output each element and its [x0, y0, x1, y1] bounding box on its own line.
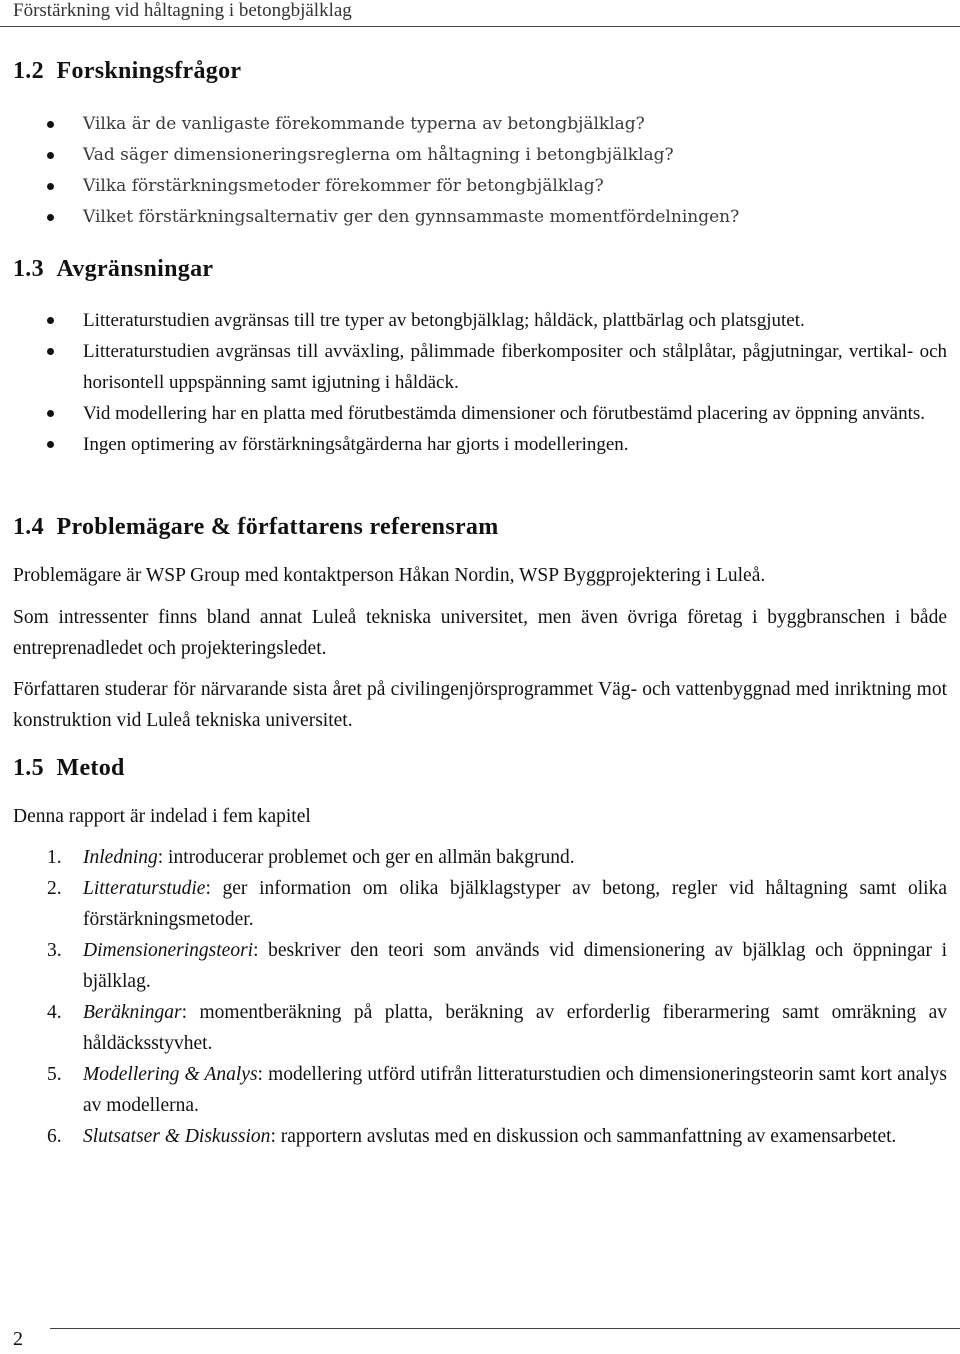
list-item: Vad säger dimensioneringsreglerna om håltagning i betongbjälklag? — [0, 140, 960, 171]
chapter-list — [0, 842, 960, 1152]
footer-rule — [50, 1328, 960, 1329]
bullet-icon — [47, 121, 54, 128]
heading-number: 1.4 — [13, 514, 44, 540]
bullet-icon — [47, 441, 54, 448]
delimitations-list — [0, 305, 960, 460]
bullet-icon — [47, 152, 54, 159]
list-item: Litteraturstudien avgränsas till avväxling, pålimmade fiberkompositer och stålplåtar, pågjutningar, vertikal- och horisontell uppspänning samt igjutning i håldäck. — [0, 336, 960, 398]
research-questions-list — [0, 109, 960, 233]
paragraph-problem-owner: Problemägare är WSP Group med kontaktperson Håkan Nordin, WSP Byggprojektering i Luleå. — [13, 565, 766, 586]
list-item: 3. Dimensioneringsteori: beskriver den teori som används vid dimensionering av bjälklag och öppningar i bjälklag. — [47, 940, 947, 992]
list-item: 5. Modellering & Analys: modellering utförd utifrån litteraturstudien och dimensioneringsteorin samt kort analys av modellerna. — [47, 1064, 947, 1116]
method-intro: Denna rapport är indelad i fem kapitel — [13, 806, 311, 827]
running-header: Förstärkning vid håltagning i betongbjälklag — [13, 0, 352, 21]
bullet-icon — [47, 348, 54, 355]
heading-1-4 — [13, 514, 499, 541]
bullet-icon — [47, 410, 54, 417]
list-item: Vilket förstärkningsalternativ ger den gynnsammaste momentfördelningen? — [0, 202, 960, 233]
list-item: Litteraturstudien avgränsas till tre typer av betongbjälklag; håldäck, plattbärlag och platsgjutet. — [0, 305, 960, 336]
list-item: Ingen optimering av förstärkningsåtgärderna har gjorts i modelleringen. — [0, 429, 960, 460]
paragraph-stakeholders: Som intressenter finns bland annat Luleå tekniska universitet, men även övriga företag i byggbranschen i både entreprenadledet och projekteringsledet. — [13, 607, 947, 659]
list-item: Vid modellering har en platta med förutbestämda dimensioner och förutbestämd placering av öppning använts. — [0, 398, 960, 429]
list-item: Vilka är de vanligaste förekommande typerna av betongbjälklag? — [0, 109, 960, 140]
heading-title: Avgränsningar — [56, 256, 214, 282]
list-item: Vilka förstärkningsmetoder förekommer för betongbjälklag? — [0, 171, 960, 202]
heading-number: 1.2 — [13, 58, 44, 84]
bullet-icon — [47, 317, 54, 324]
heading-title: Forskningsfrågor — [56, 58, 242, 84]
heading-number: 1.5 — [13, 755, 44, 781]
bullet-icon — [47, 183, 54, 190]
heading-title: Metod — [56, 755, 125, 781]
heading-number: 1.3 — [13, 256, 44, 282]
heading-title: Problemägare & författarens referensram — [56, 514, 499, 540]
header-rule — [0, 26, 960, 27]
page-number: 2 — [13, 1328, 23, 1350]
bullet-icon — [47, 214, 54, 221]
paragraph-author: Författaren studerar för närvarande sista året på civilingenjörsprogrammet Väg- och vattenbyggnad med inriktning mot konstruktion vid Luleå tekniska universitet. — [13, 679, 947, 731]
heading-1-3 — [13, 256, 213, 283]
heading-1-2 — [13, 58, 241, 85]
list-item: 1. Inledning: introducerar problemet och ger en allmän bakgrund. — [47, 847, 575, 868]
list-item: 6. Slutsatser & Diskussion: rapportern avslutas med en diskussion och sammanfattning av examensarbetet. — [47, 1126, 897, 1147]
heading-1-5 — [13, 755, 125, 782]
list-item: 2. Litteraturstudie: ger information om olika bjälklagstyper av betong, regler vid håltagning samt olika förstärkningsmetoder. — [47, 878, 947, 930]
list-item: 4. Beräkningar: momentberäkning på platta, beräkning av erforderlig fiberarmering samt omräkning av håldäcksstyvhet. — [47, 1002, 947, 1054]
